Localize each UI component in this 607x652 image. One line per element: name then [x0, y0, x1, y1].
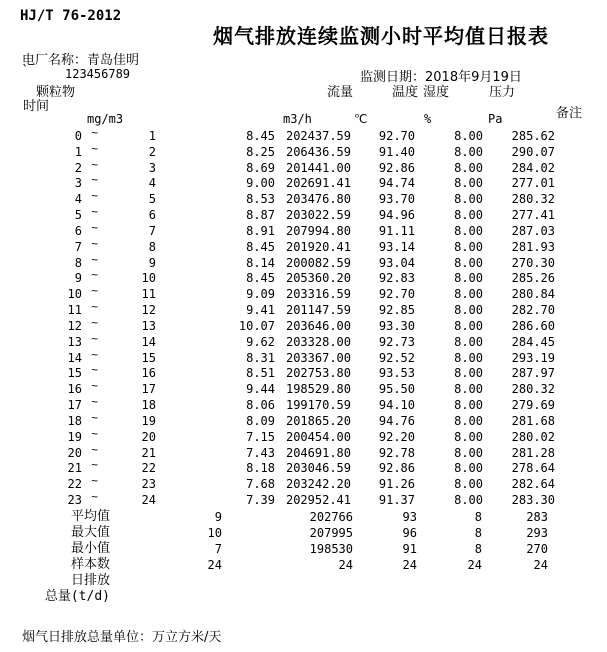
monitor-date-label: 监测日期：	[360, 70, 426, 85]
cell-pressure: 281.93	[511, 239, 555, 254]
cell-pressure: 284.02	[511, 160, 555, 175]
cell-pressure: 290.07	[511, 144, 555, 159]
cell-particulate: 8.45	[246, 271, 275, 286]
summary-rows	[0, 509, 607, 605]
cell-pressure: 287.97	[511, 366, 555, 381]
summary-row	[0, 573, 607, 589]
tilde-mark: ~	[91, 442, 98, 456]
cell-temperature: 92.86	[378, 160, 415, 175]
cell-temperature: 91.11	[378, 223, 415, 238]
cell-humidity: 8.00	[454, 350, 483, 365]
summary-label: 日排放	[70, 573, 110, 588]
cell-end-hour: 13	[141, 318, 156, 333]
tilde-mark: ~	[91, 173, 98, 187]
cell-humidity: 8.00	[454, 223, 483, 238]
cell-temperature: 94.96	[378, 208, 415, 223]
cell-particulate: 8.45	[246, 129, 275, 143]
cell-pressure: 280.32	[511, 192, 555, 207]
cell-temperature: 93.30	[378, 318, 415, 333]
column-header-particulate: 颗粒物	[36, 85, 76, 100]
tick-mark: `	[22, 64, 29, 79]
tilde-mark: ~	[91, 268, 98, 282]
unit-flow: m3/h	[283, 112, 312, 126]
cell-temperature: 91.40	[378, 144, 415, 159]
tilde-mark: ~	[91, 410, 98, 424]
cell-particulate: 8.25	[246, 144, 275, 159]
cell-particulate: 9.09	[246, 287, 275, 302]
cell-humidity: 8.00	[454, 271, 483, 286]
column-header-temperature: 温度	[392, 85, 419, 100]
cell-particulate: 8.87	[246, 208, 275, 223]
cell-start-hour: 5	[74, 208, 82, 223]
cell-temperature: 92.70	[378, 287, 415, 302]
summary-value: 207995	[309, 526, 353, 540]
cell-particulate: 8.06	[246, 398, 275, 413]
cell-temperature: 92.83	[378, 271, 415, 286]
cell-start-hour: 17	[67, 398, 82, 413]
summary-value: 24	[533, 558, 548, 572]
cell-flow: 203328.00	[285, 334, 351, 349]
cell-temperature: 93.53	[378, 366, 415, 381]
cell-end-hour: 17	[141, 382, 156, 397]
cell-temperature: 92.52	[378, 350, 415, 365]
summary-value	[110, 573, 222, 589]
cell-start-hour: 0	[74, 129, 82, 143]
cell-pressure: 280.84	[511, 287, 555, 302]
summary-value: 96	[402, 526, 417, 540]
cell-flow: 200082.59	[285, 255, 351, 270]
tilde-mark: ~	[91, 490, 98, 504]
cell-end-hour: 8	[148, 239, 156, 254]
cell-start-hour: 16	[67, 382, 82, 397]
cell-pressure: 287.03	[511, 223, 555, 238]
summary-value	[222, 589, 353, 605]
cell-flow: 203476.80	[285, 192, 351, 207]
cell-humidity: 8.00	[454, 477, 483, 492]
summary-row	[0, 541, 607, 557]
cell-end-hour: 14	[141, 334, 156, 349]
cell-flow: 203046.59	[285, 461, 351, 476]
cell-flow: 203367.00	[285, 350, 351, 365]
summary-label: 样本数	[70, 557, 110, 572]
unit-particulate: mg/m3	[87, 112, 124, 126]
summary-value	[417, 573, 482, 589]
summary-value	[482, 573, 548, 589]
column-header-flow: 流量	[327, 85, 354, 100]
cell-flow: 199170.59	[285, 398, 351, 413]
cell-pressure: 283.30	[511, 493, 555, 508]
plant-name-value: 青岛佳明	[87, 53, 140, 68]
cell-temperature: 92.70	[378, 129, 415, 143]
summary-value: 8	[474, 542, 482, 556]
cell-start-hour: 7	[74, 239, 82, 254]
tilde-mark: ~	[91, 363, 98, 377]
cell-temperature: 94.10	[378, 398, 415, 413]
cell-humidity: 8.00	[454, 445, 483, 460]
summary-row	[0, 525, 607, 541]
unit-temperature: ℃	[354, 112, 368, 126]
cell-end-hour: 7	[148, 223, 156, 238]
summary-value	[222, 573, 353, 589]
cell-flow: 203022.59	[285, 208, 351, 223]
cell-pressure: 284.45	[511, 334, 555, 349]
cell-flow: 202691.41	[285, 176, 351, 191]
cell-flow: 201865.20	[285, 413, 351, 428]
summary-value: 93	[402, 510, 417, 524]
cell-temperature: 93.70	[378, 192, 415, 207]
summary-value: 24	[207, 558, 222, 572]
summary-value: 7	[214, 542, 222, 556]
cell-temperature: 95.50	[378, 382, 415, 397]
cell-temperature: 92.85	[378, 303, 415, 318]
cell-flow: 200454.00	[285, 429, 351, 444]
cell-pressure: 282.64	[511, 477, 555, 492]
tilde-mark: ~	[91, 205, 98, 219]
cell-temperature: 94.76	[378, 413, 415, 428]
cell-humidity: 8.00	[454, 144, 483, 159]
cell-end-hour: 1	[148, 129, 156, 143]
tilde-mark: ~	[91, 157, 98, 171]
cell-humidity: 8.00	[454, 160, 483, 175]
cell-pressure: 277.01	[511, 176, 555, 191]
cell-end-hour: 5	[148, 192, 156, 207]
cell-particulate: 8.53	[246, 192, 275, 207]
plant-name-label: 电厂名称：	[22, 53, 88, 68]
cell-pressure: 270.30	[511, 255, 555, 270]
cell-flow: 202952.41	[285, 493, 351, 508]
cell-start-hour: 6	[74, 223, 82, 238]
summary-value: 8	[474, 526, 482, 540]
cell-end-hour: 19	[141, 413, 156, 428]
cell-start-hour: 23	[67, 493, 82, 508]
cell-particulate: 9.44	[246, 382, 275, 397]
cell-pressure: 281.28	[511, 445, 555, 460]
summary-label: 总量(t/d)	[44, 589, 110, 604]
cell-start-hour: 18	[67, 413, 82, 428]
cell-end-hour: 23	[141, 477, 156, 492]
cell-pressure: 285.26	[511, 271, 555, 286]
tilde-mark: ~	[91, 126, 98, 139]
cell-humidity: 8.00	[454, 303, 483, 318]
tilde-mark: ~	[91, 458, 98, 472]
plant-code: 123456789	[65, 67, 131, 81]
cell-pressure: 285.62	[511, 129, 555, 143]
tilde-mark: ~	[91, 141, 98, 155]
monitor-date-value: 2018年9月19日	[425, 70, 522, 85]
cell-humidity: 8.00	[454, 493, 483, 508]
summary-label: 最小值	[70, 541, 110, 556]
summary-value: 91	[402, 542, 417, 556]
cell-start-hour: 9	[74, 271, 82, 286]
cell-flow: 203646.00	[285, 318, 351, 333]
cell-start-hour: 2	[74, 160, 82, 175]
cell-pressure: 278.64	[511, 461, 555, 476]
summary-row	[0, 557, 607, 573]
plant-name-line	[22, 49, 139, 68]
summary-value: 24	[338, 558, 353, 572]
unit-humidity: %	[424, 112, 432, 126]
page-title: 烟气排放连续监测小时平均值日报表	[213, 24, 549, 48]
cell-humidity: 8.00	[454, 176, 483, 191]
cell-flow: 201920.41	[285, 239, 351, 254]
cell-end-hour: 21	[141, 445, 156, 460]
cell-pressure: 279.69	[511, 398, 555, 413]
cell-start-hour: 4	[74, 192, 82, 207]
cell-pressure: 277.41	[511, 208, 555, 223]
tilde-mark: ~	[91, 379, 98, 393]
cell-end-hour: 24	[141, 493, 156, 508]
cell-particulate: 10.07	[238, 318, 275, 333]
cell-humidity: 8.00	[454, 129, 483, 143]
cell-end-hour: 22	[141, 461, 156, 476]
column-header-time: 时间	[23, 99, 50, 114]
cell-end-hour: 20	[141, 429, 156, 444]
cell-humidity: 8.00	[454, 334, 483, 349]
cell-particulate: 7.15	[246, 429, 275, 444]
cell-particulate: 7.39	[246, 493, 275, 508]
tilde-mark: ~	[91, 236, 98, 250]
cell-end-hour: 4	[148, 176, 156, 191]
cell-end-hour: 11	[141, 287, 156, 302]
cell-particulate: 7.68	[246, 477, 275, 492]
cell-humidity: 8.00	[454, 429, 483, 444]
cell-particulate: 8.69	[246, 160, 275, 175]
tilde-mark: ~	[91, 189, 98, 203]
cell-end-hour: 10	[141, 271, 156, 286]
cell-pressure: 281.68	[511, 413, 555, 428]
cell-temperature: 92.20	[378, 429, 415, 444]
cell-end-hour: 15	[141, 350, 156, 365]
cell-start-hour: 20	[67, 445, 82, 460]
summary-value: 9	[214, 510, 222, 524]
tilde-mark: ~	[91, 284, 98, 298]
footer-note: 烟气日排放总量单位：万立方米/天	[22, 630, 222, 645]
cell-temperature: 91.26	[378, 477, 415, 492]
cell-humidity: 8.00	[454, 413, 483, 428]
cell-flow: 207994.80	[285, 223, 351, 238]
tilde-mark: ~	[91, 331, 98, 345]
cell-flow: 204691.80	[285, 445, 351, 460]
cell-temperature: 91.37	[378, 493, 415, 508]
cell-end-hour: 18	[141, 398, 156, 413]
cell-particulate: 8.51	[246, 366, 275, 381]
cell-start-hour: 19	[67, 429, 82, 444]
cell-start-hour: 21	[67, 461, 82, 476]
cell-start-hour: 14	[67, 350, 82, 365]
summary-value: 283	[526, 510, 548, 524]
cell-humidity: 8.00	[454, 239, 483, 254]
summary-value: 202766	[309, 510, 353, 524]
cell-temperature: 92.78	[378, 445, 415, 460]
summary-value: 24	[402, 558, 417, 572]
cell-particulate: 9.41	[246, 303, 275, 318]
cell-flow: 201441.00	[285, 160, 351, 175]
summary-value	[417, 589, 482, 605]
cell-end-hour: 6	[148, 208, 156, 223]
summary-value	[110, 589, 222, 605]
cell-particulate: 8.91	[246, 223, 275, 238]
cell-end-hour: 2	[148, 144, 156, 159]
summary-value	[353, 589, 417, 605]
cell-particulate: 8.09	[246, 413, 275, 428]
column-header-pressure: 压力	[489, 85, 516, 100]
summary-value: 270	[526, 542, 548, 556]
column-header-remark: 备注	[556, 106, 583, 121]
column-header-humidity: 湿度	[423, 85, 450, 100]
cell-pressure: 282.70	[511, 303, 555, 318]
cell-humidity: 8.00	[454, 287, 483, 302]
summary-label: 平均值	[70, 509, 110, 524]
cell-particulate: 8.14	[246, 255, 275, 270]
cell-temperature: 93.04	[378, 255, 415, 270]
cell-temperature: 92.73	[378, 334, 415, 349]
cell-flow: 203242.20	[285, 477, 351, 492]
summary-value: 10	[207, 526, 222, 540]
tilde-mark: ~	[91, 347, 98, 361]
cell-flow: 206436.59	[285, 144, 351, 159]
summary-value	[482, 589, 548, 605]
cell-start-hour: 13	[67, 334, 82, 349]
cell-particulate: 8.31	[246, 350, 275, 365]
cell-start-hour: 22	[67, 477, 82, 492]
cell-pressure: 293.19	[511, 350, 555, 365]
cell-temperature: 92.86	[378, 461, 415, 476]
hourly-rows	[0, 126, 607, 509]
cell-humidity: 8.00	[454, 382, 483, 397]
standard-number: HJ/T 76-2012	[20, 8, 122, 24]
cell-particulate: 7.43	[246, 445, 275, 460]
cell-particulate: 9.62	[246, 334, 275, 349]
cell-end-hour: 3	[148, 160, 156, 175]
cell-start-hour: 8	[74, 255, 82, 270]
cell-humidity: 8.00	[454, 461, 483, 476]
cell-pressure: 286.60	[511, 318, 555, 333]
cell-temperature: 93.14	[378, 239, 415, 254]
cell-flow: 203316.59	[285, 287, 351, 302]
cell-flow: 205360.20	[285, 271, 351, 286]
tilde-mark: ~	[91, 300, 98, 314]
cell-start-hour: 1	[74, 144, 82, 159]
cell-particulate: 9.00	[246, 176, 275, 191]
cell-humidity: 8.00	[454, 366, 483, 381]
summary-value: 8	[474, 510, 482, 524]
cell-particulate: 8.18	[246, 461, 275, 476]
cell-flow: 202753.80	[285, 366, 351, 381]
cell-pressure: 280.32	[511, 382, 555, 397]
summary-value: 198530	[309, 542, 353, 556]
tilde-mark: ~	[91, 315, 98, 329]
summary-value: 24	[467, 558, 482, 572]
cell-humidity: 8.00	[454, 208, 483, 223]
tilde-mark: ~	[91, 252, 98, 266]
cell-humidity: 8.00	[454, 192, 483, 207]
cell-humidity: 8.00	[454, 318, 483, 333]
unit-pressure: Pa	[488, 112, 503, 126]
tilde-mark: ~	[91, 426, 98, 440]
cell-end-hour: 16	[141, 366, 156, 381]
summary-row	[0, 589, 607, 605]
cell-flow: 202437.59	[285, 129, 351, 143]
summary-row	[0, 509, 607, 525]
cell-humidity: 8.00	[454, 398, 483, 413]
table-row	[0, 490, 607, 509]
cell-temperature: 94.74	[378, 176, 415, 191]
cell-start-hour: 3	[74, 176, 82, 191]
cell-start-hour: 10	[67, 287, 82, 302]
cell-end-hour: 12	[141, 303, 156, 318]
summary-value: 293	[526, 526, 548, 540]
cell-end-hour: 9	[148, 255, 156, 270]
tilde-mark: ~	[91, 220, 98, 234]
cell-flow: 198529.80	[285, 382, 351, 397]
cell-start-hour: 12	[67, 318, 82, 333]
tilde-mark: ~	[91, 474, 98, 488]
cell-start-hour: 11	[67, 303, 82, 318]
cell-humidity: 8.00	[454, 255, 483, 270]
tilde-mark: ~	[91, 395, 98, 409]
summary-value	[353, 573, 417, 589]
cell-start-hour: 15	[67, 366, 82, 381]
summary-label: 最大值	[70, 525, 110, 540]
cell-particulate: 8.45	[246, 239, 275, 254]
cell-flow: 201147.59	[285, 303, 351, 318]
cell-pressure: 280.02	[511, 429, 555, 444]
